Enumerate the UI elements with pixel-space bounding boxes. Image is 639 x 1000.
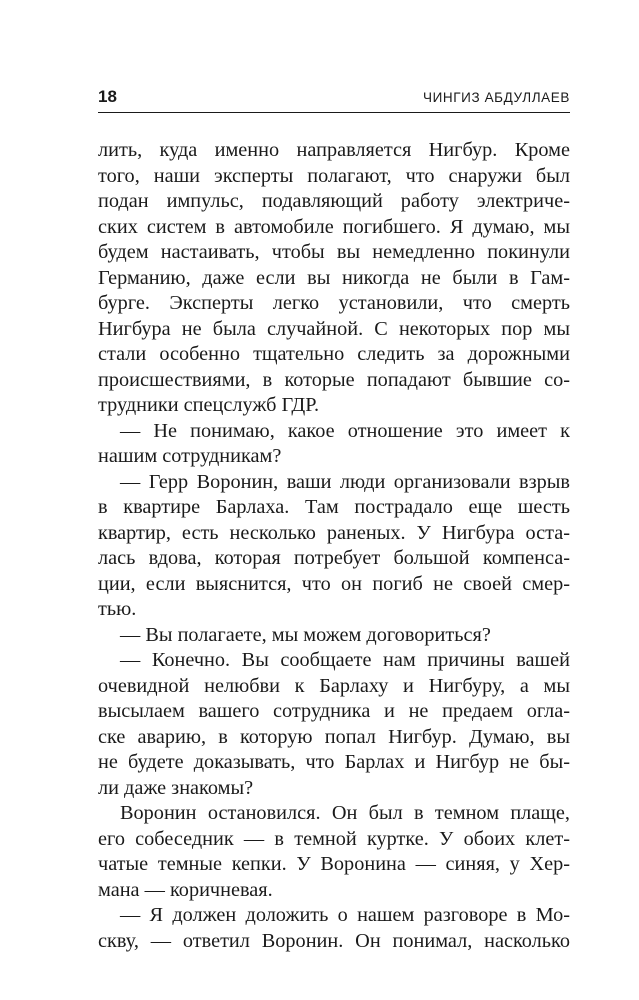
header-divider	[98, 112, 570, 113]
text-line: Нигбура не была случайной. С некоторых пор мы	[98, 317, 570, 340]
text-line: того, наши эксперты полагают, что снаружи был	[98, 164, 570, 187]
page-number: 18	[98, 87, 117, 106]
text-line: квартир, есть несколько раненых. У Нигбура оста-	[98, 521, 570, 544]
text-line: подан импульс, подавляющий работу электриче-	[98, 190, 570, 212]
text-line: Германию, даже если вы никогда не были в Гам-	[98, 266, 570, 289]
text-line: — Конечно. Вы сообщаете нам причины вашей	[120, 649, 570, 671]
text-line: ции, если выяснится, что он погиб не своей смер-	[98, 572, 570, 595]
body-text	[98, 138, 570, 954]
text-line: лась вдова, которая потребует большой компенса-	[98, 547, 570, 569]
text-line: лить, куда именно направляется Нигбур. Кроме	[98, 139, 570, 161]
text-line: ске аварию, в которую попал Нигбур. Думаю, вы	[98, 725, 570, 748]
page-header	[98, 81, 570, 107]
text-line: чатые темные кепки. У Воронина — синяя, у Хер-	[98, 853, 570, 875]
text-line: высылаем вашего сотрудника и не предаем огла-	[98, 700, 570, 722]
text-line: ских систем в автомобиле погибшего. Я думаю, мы	[98, 215, 570, 238]
text-line: тью.	[98, 598, 137, 620]
text-line: в квартире Барлаха. Там пострадало еще шесть	[98, 496, 570, 518]
text-line: ли даже знакомы?	[98, 776, 254, 799]
text-line: происшествиями, в которые попадают бывшие со-	[98, 368, 570, 391]
text-line: трудники спецслужб ГДР.	[98, 394, 320, 416]
text-line: Воронин остановился. Он был в темном плаще,	[120, 802, 570, 824]
text-line: бурге. Эксперты легко установили, что смерть	[98, 292, 570, 314]
text-line: скву, — ответил Воронин. Он понимал, насколько	[98, 929, 570, 952]
text-line: — Герр Воронин, ваши люди организовали взрыв	[120, 470, 570, 493]
text-line: не будете доказывать, что Барлах и Нигбур не бы-	[98, 751, 570, 773]
text-line: мана — коричневая.	[98, 878, 273, 901]
text-line: нашим сотрудникам?	[98, 445, 282, 467]
text-line: стали особенно тщательно следить за дорожными	[98, 343, 570, 365]
text-line: — Вы полагаете, мы можем договориться?	[120, 623, 491, 646]
text-line: — Я должен доложить о нашем разговоре в Мо-	[120, 904, 570, 926]
running-head-author: ЧИНГИЗ АБДУЛЛАЕВ	[423, 90, 570, 105]
text-line: очевидной нелюбви к Барлаху и Нигбуру, а мы	[98, 674, 570, 697]
text-line: — Не понимаю, какое отношение это имеет к	[120, 419, 570, 442]
text-line: будем настаивать, чтобы вы немедленно покинули	[98, 241, 570, 263]
text-line: его собеседник — в темной куртке. У обоих клет-	[98, 827, 570, 850]
